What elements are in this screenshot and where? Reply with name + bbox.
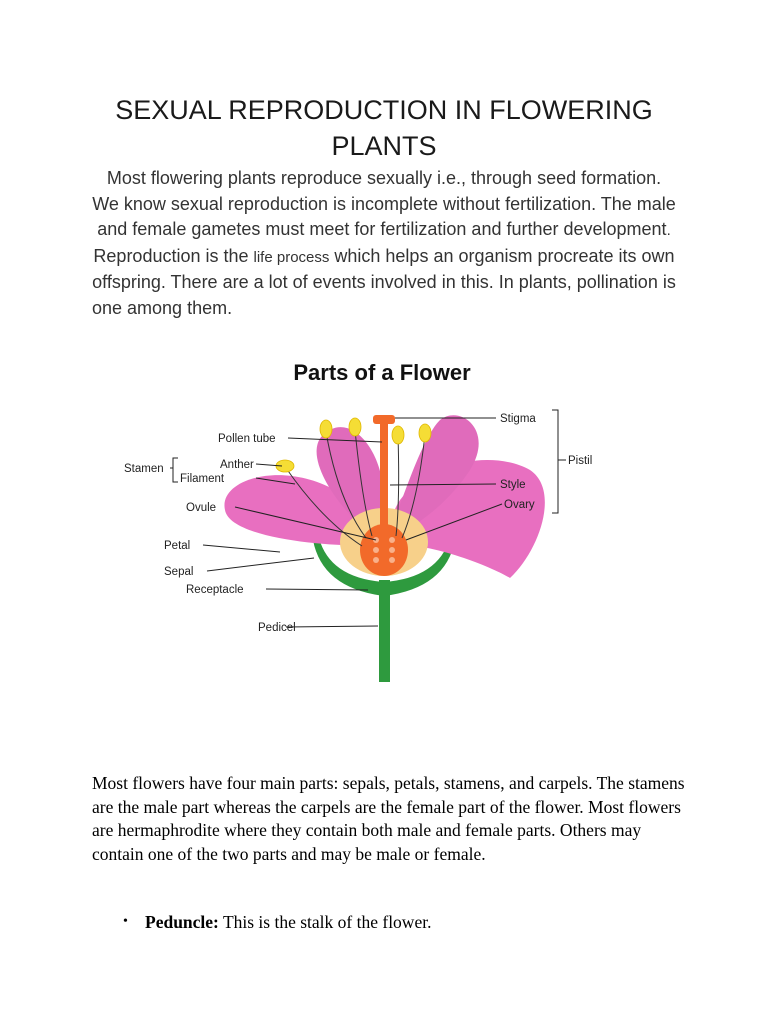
- intro-last-line: one among them.: [92, 297, 233, 318]
- intro-paragraph: [92, 166, 676, 321]
- label-stamen: Stamen: [124, 463, 164, 475]
- label-ovary: Ovary: [504, 499, 535, 511]
- flower-diagram: [100, 400, 620, 690]
- bullet-list: [145, 912, 431, 933]
- bullet-text: This is the stalk of the flower.: [218, 912, 432, 932]
- label-ovule: Ovule: [186, 502, 217, 514]
- label-receptacle: Receptacle: [186, 584, 244, 596]
- body-paragraph: Most flowers have four main parts: sepals, petals, stamens, and carpels. The stamens are the male part whereas the carpels are the female part of the flower. Most flowers are hermaphrodite where they contain both male and female parts. Others may contain one of the two parts and may be male or female.: [92, 773, 685, 864]
- diagram-heading: Parts of a Flower: [293, 360, 471, 385]
- bullet-item-peduncle: [145, 912, 431, 933]
- intro-text-3: which helps an organism procreate its own offspring. There are a lot of events involved in this. In plants, pollination is: [92, 245, 676, 292]
- label-style: Style: [500, 479, 526, 491]
- label-filament: Filament: [180, 473, 225, 485]
- label-pollen-tube: Pollen tube: [218, 433, 276, 445]
- intro-text-2: Reproduction is the: [93, 245, 254, 266]
- label-sepal: Sepal: [164, 566, 194, 578]
- page-title: SEXUAL REPRODUCTION IN FLOWERING PLANTS: [115, 95, 653, 161]
- intro-text-1: Most flowering plants reproduce sexually i.e., through seed formation. We know sexual reproduction is incomplete without fertilization. The male and female gametes must meet for fertilization and further development: [92, 168, 676, 239]
- label-pedicel: Pedicel: [258, 622, 296, 634]
- life-process-link[interactable]: life process: [253, 248, 330, 266]
- stigma: [373, 415, 395, 424]
- bullet-term: Peduncle:: [145, 912, 219, 932]
- label-stigma: Stigma: [500, 413, 536, 425]
- label-pistil: Pistil: [568, 455, 593, 467]
- style: [380, 422, 388, 532]
- intro-dot: .: [666, 222, 671, 239]
- label-petal: Petal: [164, 540, 191, 552]
- label-anther: Anther: [220, 459, 254, 471]
